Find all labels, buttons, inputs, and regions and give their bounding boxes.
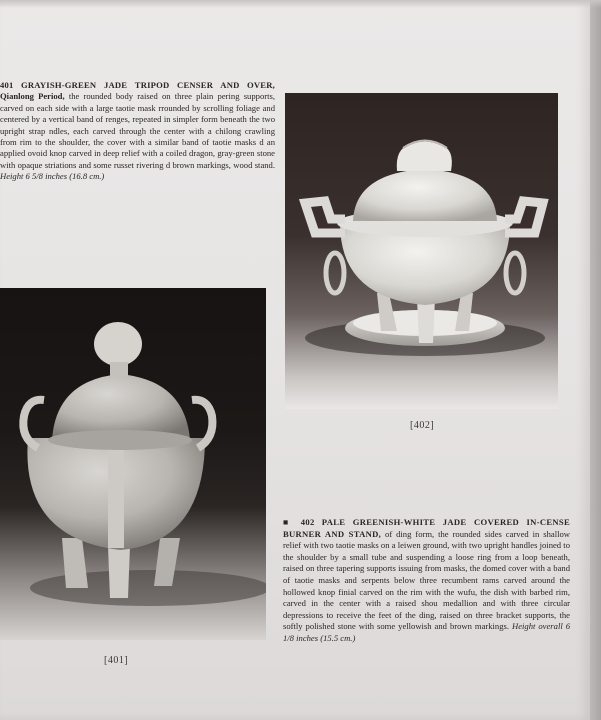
figure-label-401: [401] bbox=[104, 655, 129, 666]
photo-402-incense-burner bbox=[285, 93, 558, 409]
page-top-shadow bbox=[0, 0, 601, 8]
caption-402-body: of ding form, the rounded sides carved in shallow relief with two taotie masks on a leiwen ground, with two upright handles joined to the shoulder by a small tube and suspending a loose ring from a loop beneath, raised on three tapering supports issuing from masks, the domed cover with a band of taotie masks and serpents below three recumbent rams carved around the hollowed knop finial carved on the rim with the wufu, the dish with barbed rim, carved in the center with a raised shou medallion and with three circular depressions to receive the feet of the ding, raised on three bracket supports, the softly polished stone with some yellowish and brown markings. bbox=[283, 528, 570, 632]
caption-401-height: Height 6 5/8 inches (16.8 cm.) bbox=[0, 171, 105, 182]
caption-402 bbox=[283, 517, 570, 645]
caption-402-number: 402 bbox=[300, 517, 315, 527]
caption-402-marker: ■ bbox=[283, 517, 294, 527]
caption-401-heading: GRAYISH-GREEN JADE TRIPOD CENSER AND bbox=[20, 80, 240, 90]
caption-401-heading-cont: OVER, bbox=[247, 80, 275, 90]
caption-401-period: Qianlong Period, bbox=[0, 91, 65, 102]
caption-401 bbox=[0, 80, 275, 183]
caption-402-height: Height overall 6 1/8 inches (15.5 cm.) bbox=[283, 621, 571, 643]
caption-401-body: the rounded body raised on three plain pering supports, carved on each side with a large taotie mask rrounded by scrolling foliage and centered by a vertical band of renges, repeated in simpler form beneath the two upright strap ndles, each carved through the center with a chilong crawling from rim to the shoulder, the cover with a similar band of taotie masks d an applied ovoid knop carved in deep relief with a coiled dragon, gray-green stone with opaque striations and some russet rivering d brown markings, wood stand. bbox=[0, 91, 275, 170]
figure-label-402: [402] bbox=[410, 420, 435, 431]
caption-401-number: 401 bbox=[0, 80, 14, 90]
photo-401-tripod-censer bbox=[0, 288, 266, 640]
page-edge bbox=[590, 0, 601, 720]
caption-402-heading: PALE GREENISH-WHITE JADE COVERED IN-CENSE BURNER AND STAND, bbox=[283, 517, 571, 539]
